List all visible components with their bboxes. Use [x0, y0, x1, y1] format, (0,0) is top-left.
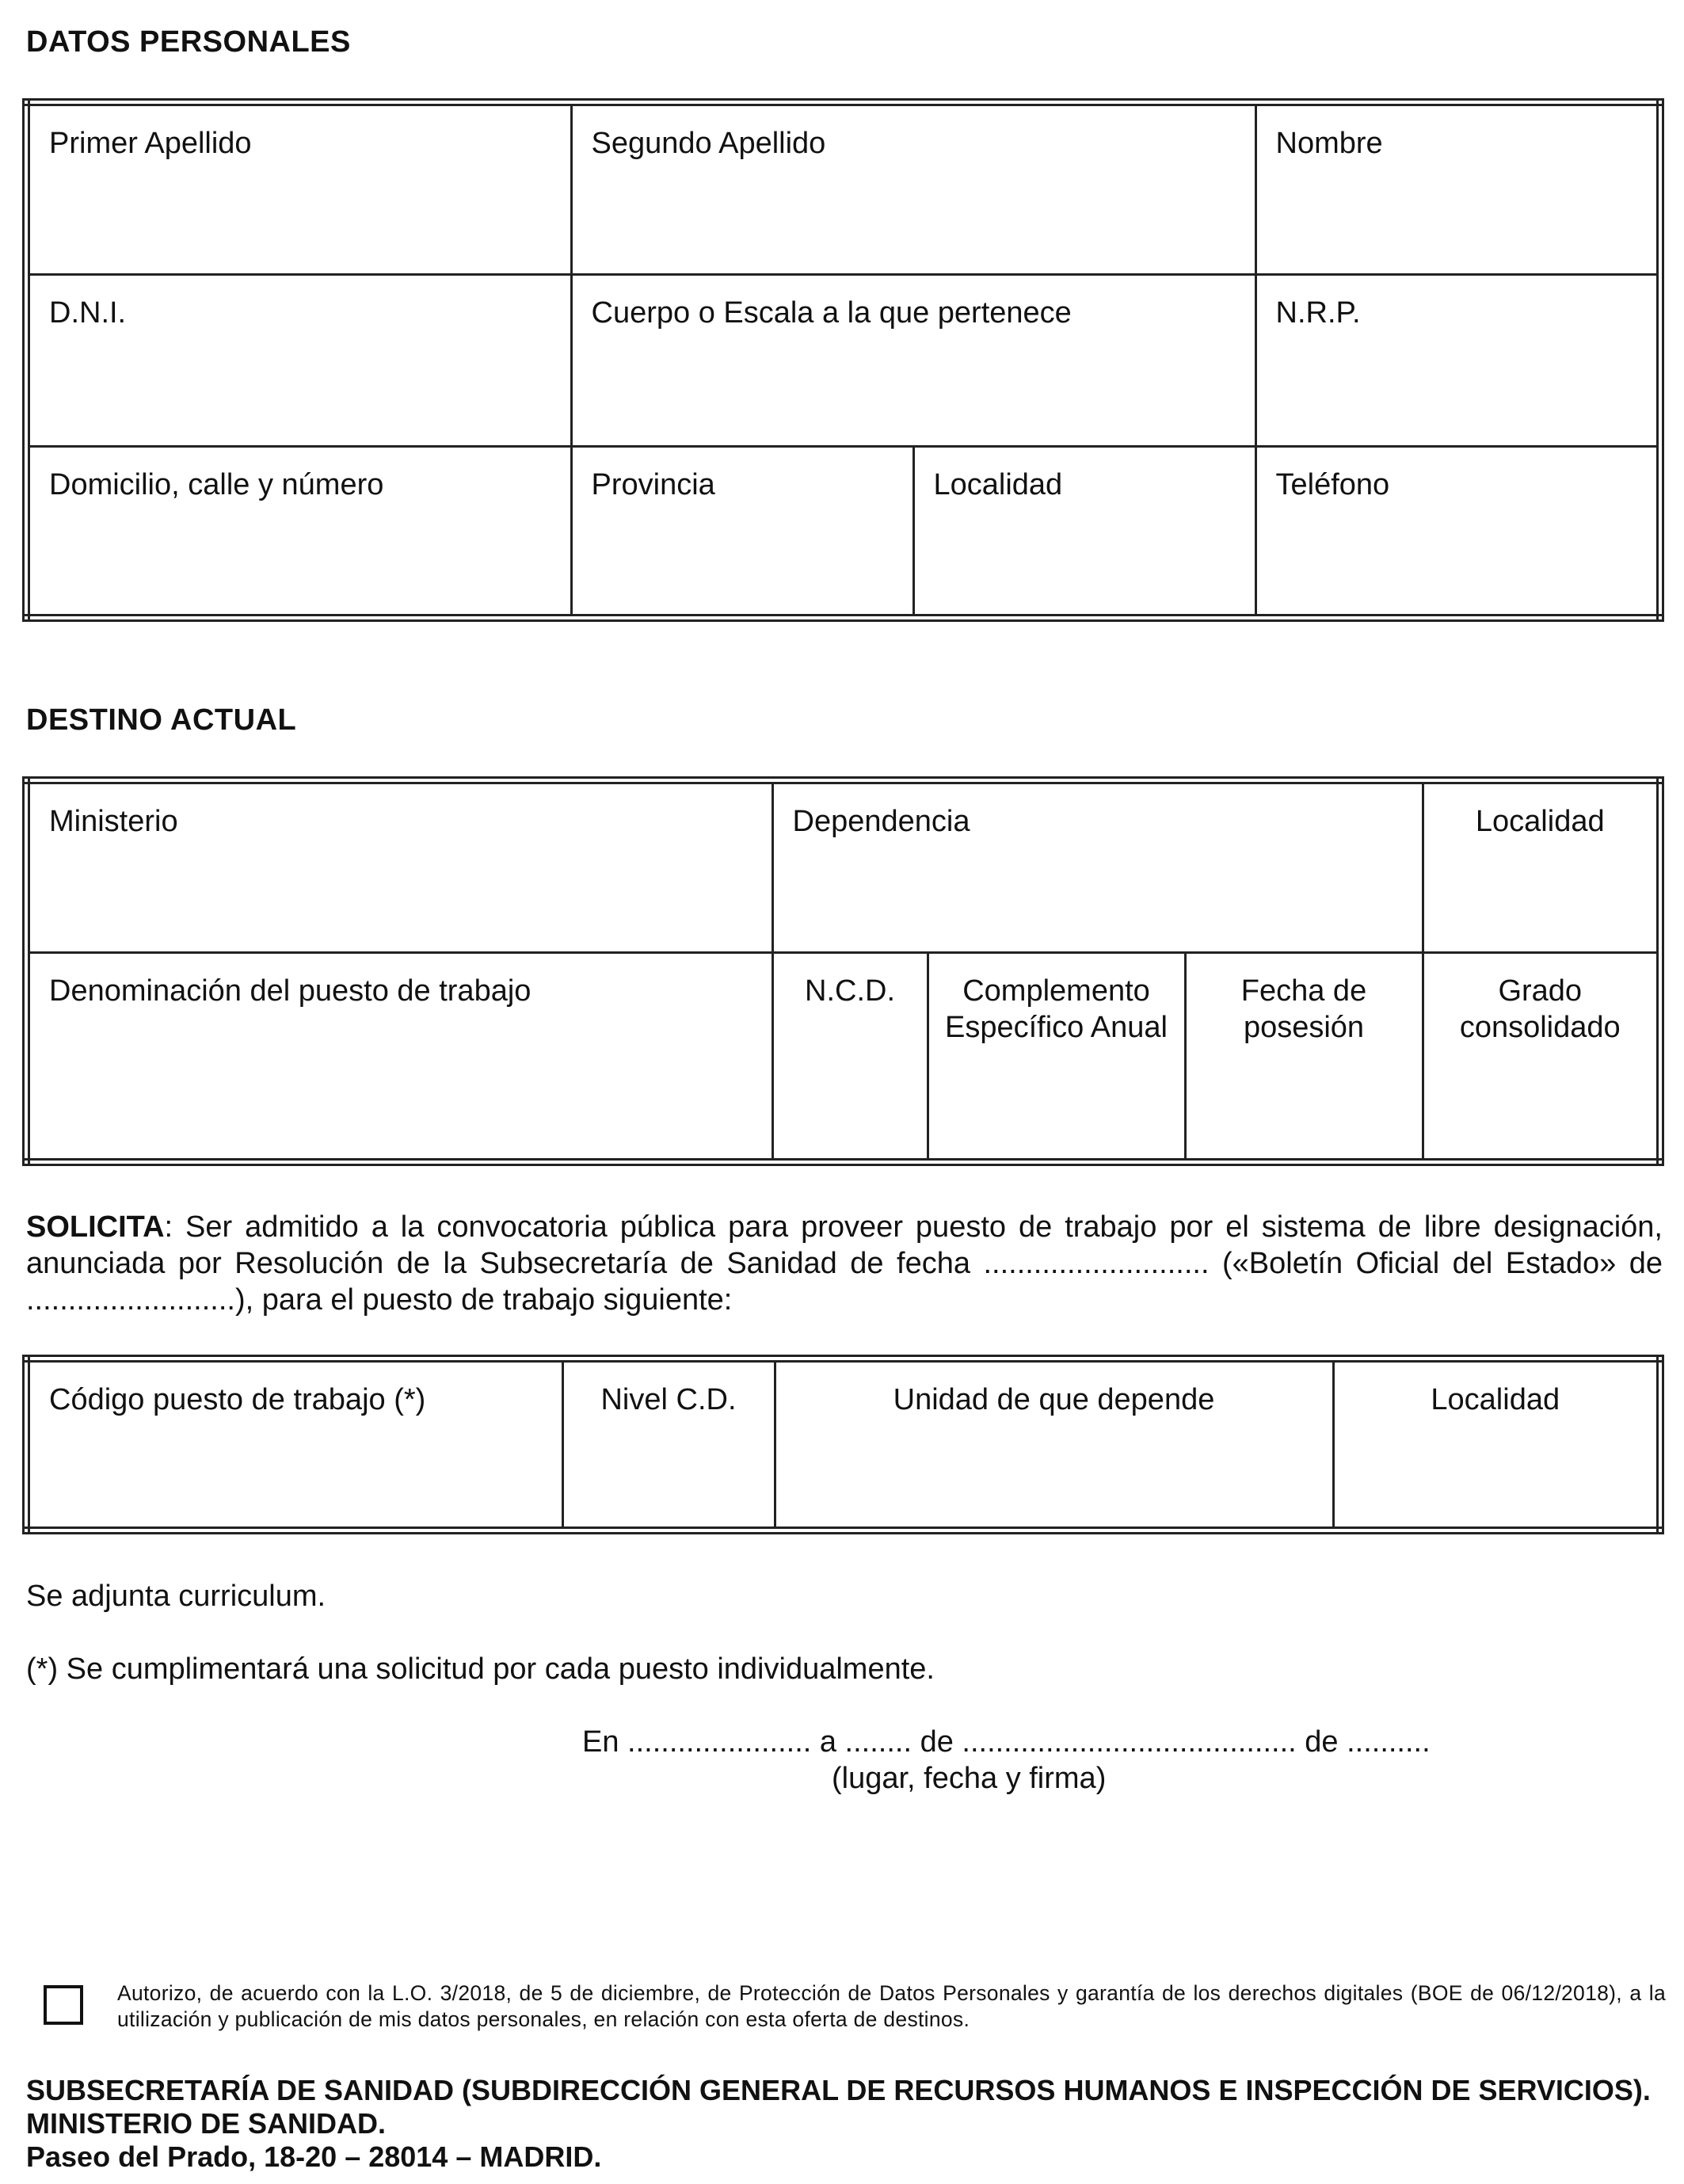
name-label: Nombre: [1275, 127, 1383, 160]
locality-field[interactable]: [913, 446, 1255, 618]
phone-label: Teléfono: [1275, 467, 1390, 501]
possession-date-field[interactable]: [1185, 952, 1423, 1162]
job-table: [22, 1355, 1664, 1534]
province-label: Provincia: [591, 467, 715, 501]
province-field[interactable]: [571, 446, 913, 618]
dni-label: D.N.I.: [49, 295, 127, 330]
job-level-label: Nivel C.D.: [600, 1383, 737, 1416]
dependency-field[interactable]: [772, 780, 1423, 952]
grade-label: Grado consolidado: [1459, 974, 1621, 1044]
current-post-table: [22, 776, 1664, 1166]
position-label: Denominación del puesto de trabajo: [49, 974, 531, 1008]
signature-caption: (lugar, fecha y firma): [832, 1762, 1107, 1795]
footer-line-2: MINISTERIO DE SANIDAD.: [26, 2107, 387, 2140]
complement-label: Complemento Específico Anual: [945, 974, 1168, 1044]
footer-address: [26, 2074, 1651, 2174]
request-label: SOLICITA: [26, 1210, 165, 1244]
complement-field[interactable]: [928, 952, 1185, 1162]
first-surname-label: Primer Apellido: [49, 127, 252, 160]
nrp-label: N.R.P.: [1275, 295, 1361, 330]
current-locality-field[interactable]: [1423, 780, 1660, 952]
position-field[interactable]: [26, 952, 772, 1162]
footnote: (*) Se cumplimentará una solicitud por cada puesto individualmente.: [26, 1652, 935, 1686]
ncd-label: N.C.D.: [805, 974, 895, 1008]
job-code-label: Código puesto de trabajo (*): [49, 1383, 426, 1416]
current-locality-label: Localidad: [1475, 805, 1605, 838]
address-label: Domicilio, calle y número: [49, 467, 384, 501]
footer-line-3: Paseo del Prado, 18-20 – 28014 – MADRID.: [26, 2140, 602, 2173]
consent-text: Autorizo, de acuerdo con la L.O. 3/2018, de 5 de diciembre, de Protección de Datos Personales y garantía de los derechos digitales (BOE de 06/12/2018), a la utilización y publicación de mis datos personales, en relación con esta oferta de destinos.: [117, 1981, 1666, 2031]
ministry-label: Ministerio: [49, 805, 178, 838]
dni-field[interactable]: [26, 274, 571, 446]
possession-date-label: Fecha de posesión: [1240, 974, 1367, 1044]
section-title-personal-data: DATOS PERSONALES: [26, 25, 351, 59]
address-field[interactable]: [26, 446, 571, 618]
personal-data-table: [22, 98, 1664, 622]
second-surname-field[interactable]: [571, 102, 1255, 274]
nrp-field[interactable]: [1255, 274, 1660, 446]
job-locality-field[interactable]: [1333, 1359, 1660, 1530]
ministry-field[interactable]: [26, 780, 772, 952]
name-field[interactable]: [1255, 102, 1660, 274]
section-title-current-post: DESTINO ACTUAL: [26, 703, 297, 737]
place-date-line[interactable]: En ...................... a ........ de ........................................ de ..........: [582, 1725, 1431, 1759]
phone-field[interactable]: [1255, 446, 1660, 618]
footer-line-1: SUBSECRETARÍA DE SANIDAD (SUBDIRECCIÓN GENERAL DE RECURSOS HUMANOS E INSPECCIÓN DE SERVICIOS).: [26, 2074, 1651, 2106]
consent-checkbox[interactable]: [44, 1985, 83, 2025]
job-level-field[interactable]: [562, 1359, 775, 1530]
job-unit-field[interactable]: [775, 1359, 1333, 1530]
job-code-field[interactable]: [26, 1359, 562, 1530]
request-paragraph: [26, 1209, 1663, 1318]
job-locality-label: Localidad: [1431, 1383, 1560, 1416]
second-surname-label: Segundo Apellido: [591, 127, 826, 160]
request-text: : Ser admitido a la convocatoria pública para proveer puesto de trabajo por el sistema de libre designación, anunciada por Resolución de la Subsecretaría de Sanidad de fecha ........................... («Boletín Oficial del Estado» de .........................), para el puesto de trabajo siguiente:: [26, 1210, 1663, 1317]
corps-label: Cuerpo o Escala a la que pertenece: [591, 295, 1072, 330]
ncd-field[interactable]: [772, 952, 928, 1162]
grade-field[interactable]: [1423, 952, 1660, 1162]
locality-label: Localidad: [933, 467, 1063, 501]
job-unit-label: Unidad de que depende: [893, 1383, 1215, 1416]
corps-field[interactable]: [571, 274, 1255, 446]
cv-note: Se adjunta curriculum.: [26, 1580, 326, 1613]
first-surname-field[interactable]: [26, 102, 571, 274]
dependency-label: Dependencia: [792, 805, 970, 838]
